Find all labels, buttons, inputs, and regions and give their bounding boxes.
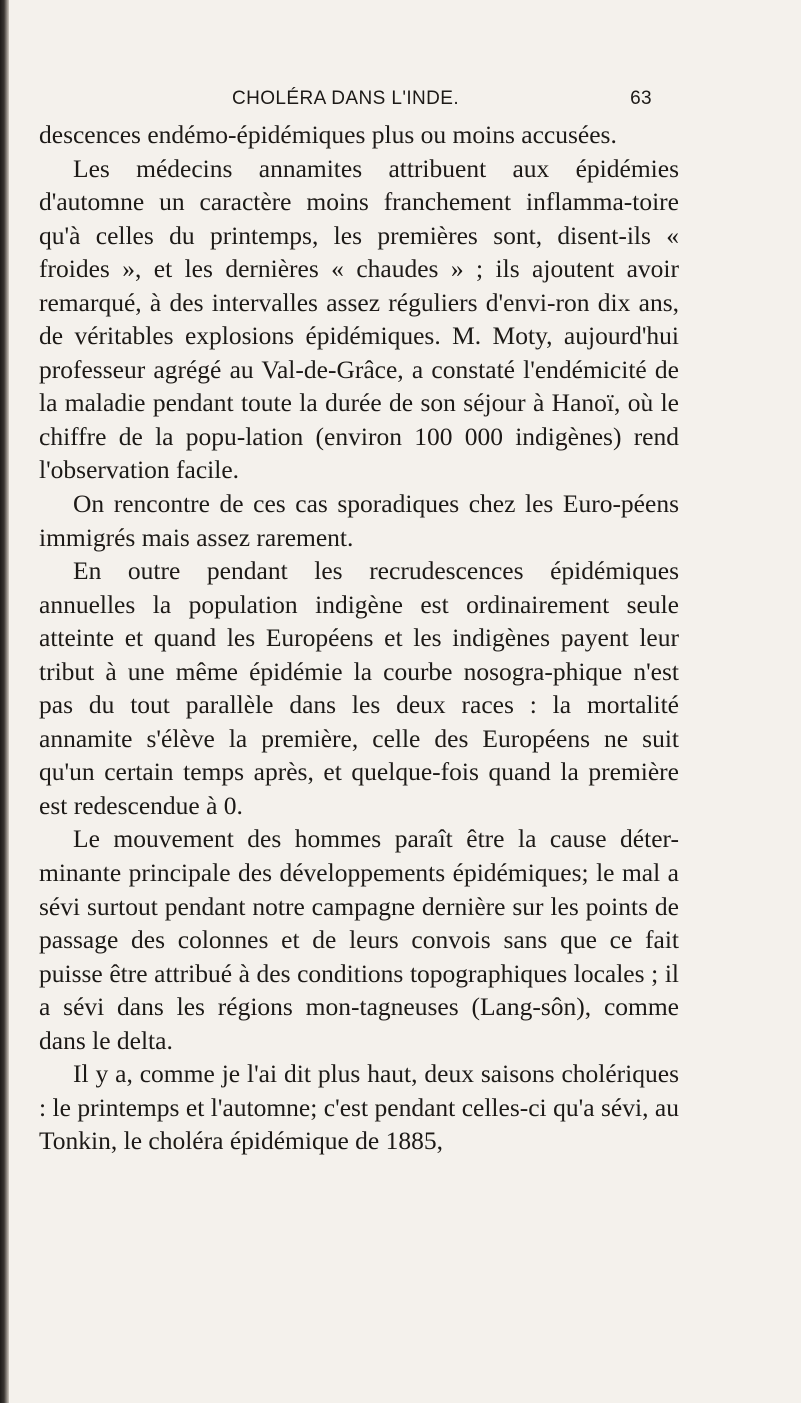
paragraph: En outre pendant les recrudescences épidémiques annuelles la population indigène est ordinairement seule atteinte et quand les Européens et les indigènes payent leur tribut à une même épidémie la courbe nosogra-phique n'est pas du tout parallèle dans les deux races : la mortalité annamite s'élève la première, celle des Européens ne suit qu'un certain temps après, et quelque-fois quand la première est redescendue à 0. <box>39 556 679 820</box>
paragraph: Le mouvement des hommes paraît être la cause déter-minante principale des développements épidémiques; le mal a sévi surtout pendant notre campagne dernière sur les points de passage des colonnes et de leurs convois sans que ce fait puisse être attribué à des conditions topographiques locales ; il a sévi dans les régions mon-tagneuses (Lang-sôn), comme dans le delta. <box>39 824 679 1055</box>
paragraph: On rencontre de ces cas sporadiques chez les Euro-péens immigrés mais assez rarement. <box>39 489 679 552</box>
running-title: CHOLÉRA DANS L'INDE. <box>232 88 460 109</box>
paragraph-continuation: descences endémo-épidémiques plus ou moins accusées. <box>39 120 617 149</box>
paragraph: Il y a, comme je l'ai dit plus haut, deux saisons cholériques : le printemps et l'automne; c'est pendant celles-ci qu'a sévi, au Tonkin, le choléra épidémique de 1885, <box>39 1059 679 1156</box>
body-text <box>39 118 679 1158</box>
page-number: 63 <box>630 88 652 109</box>
running-head <box>232 88 652 112</box>
paragraph: Les médecins annamites attribuent aux épidémies d'automne un caractère moins franchement inflamma-toire qu'à celles du printemps, les premières sont, disent-ils « froides », et les dernières « chaudes » ; ils ajoutent avoir remarqué, à des intervalles assez réguliers d'envi-ron dix ans, de véritables explosions épidémiques. M. Moty, aujourd'hui professeur agrégé au Val-de-Grâce, a constaté l'endémicité de la maladie pendant toute la durée de son séjour à Hanoï, où le chiffre de la popu-lation (environ 100 000 indigènes) rend l'observation facile. <box>39 153 679 485</box>
